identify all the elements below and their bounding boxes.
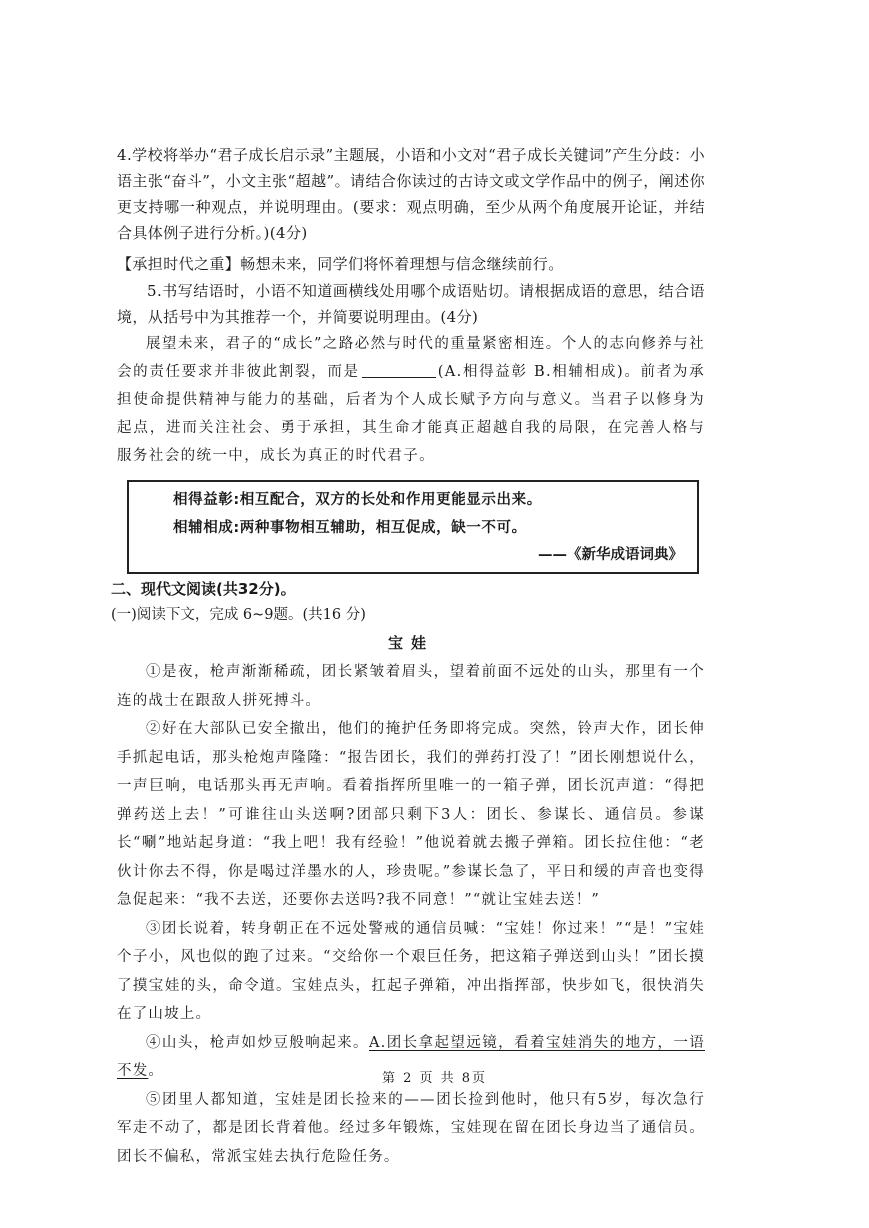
definition-line-2: 相辅相成:两种事物相互辅助，相互促成，缺一不可。 <box>173 520 527 536</box>
section-2-title: 二、现代文阅读(共32分)。 <box>111 580 296 598</box>
q5-passage-after: (A.相得益彰 B.相辅相成)。前者为承担使命提供精神与能力的基础，后者为个人成长赋予方向与意义。当君子以修身为起点，进而关注社会、勇于承担，其生命才能真正超越自我的局限，在完善人格与服务社会的统一中，成长为真正的时代君子。 <box>117 364 705 464</box>
story-paragraph-2: ②好在大部队已安全撤出，他们的掩护任务即将完成。突然，铃声大作，团长伸手抓起电话，那头枪炮声隆隆：“报告团长，我们的弹药打没了！”团长刚想说什么，一声巨响，电话那头再无声响。看着指挥所里唯一的一箱子弹，团长沉声道：“得把弹药送上去！”可谁往山头送啊?团部只剩下3人：团长、参谋长、通信员。参谋长“唰”地站起身道：“我上吧！我有经验！”他说着就去搬子弹箱。团长拉住他：“老伙计你去不得，你是喝过洋墨水的人，珍贵呢。”参谋长急了，平日和缓的声音也变得急促起来：“我不去送，还要你去送吗?我不同意！”“就让宝娃去送！” <box>117 721 705 908</box>
question-4: 4.学校将举办“君子成长启示录”主题展，小语和小文对“君子成长关键词”产生分歧：小语主张“奋斗”，小文主张“超越”。请结合你读过的古诗文或文学作品中的例子，阐述你更支持哪一种观点，并说明理由。(要求：观点明确，至少从两个角度展开论证，并结合具体例子进行分析。)(4分) <box>117 146 705 242</box>
definition-line-1: 相得益彰:相互配合，双方的长处和作用更能显示出来。 <box>173 492 542 508</box>
q5-passage-before: 展望未来，君子的“成长”之路必然与时代的重量紧密相连。个人的志向修养与社会的责任要求并非彼此割裂，而是 <box>117 336 705 380</box>
fill-in-blank <box>362 361 436 378</box>
story-paragraph-5: ⑤团里人都知道，宝娃是团长捡来的——团长捡到他时，他只有5岁，每次急行军走不动了，都是团长背着他。经过多年锻炼，宝娃现在留在团长身边当了通信员。团长不偏私，常派宝娃去执行危险任务。 <box>117 1091 705 1165</box>
story-title: 宝娃 <box>387 634 434 652</box>
definition-source: ——《新华成语词典》 <box>538 547 683 563</box>
exam-page <box>111 142 705 1171</box>
story-paragraph-3: ③团长说着，转身朝正在不远处警戒的通信员喊：“宝娃！你过来！”“是！”宝娃个子小，风也似的跑了过来。“交给你一个艰巨任务，把这箱子弹送到山头！”团长摸了摸宝娃的头，命令道。宝娃点头，扛起子弹箱，冲出指挥部，快步如飞，很快消失在了山坡上。 <box>117 920 705 1022</box>
q5-passage <box>117 330 705 470</box>
page-footer: 第 2 页 共 8页 <box>381 1071 488 1086</box>
theme-heading: 【承担时代之重】畅想未来，同学们将怀着理想与信念继续前行。 <box>117 255 564 273</box>
p4-start: ④山头，枪声如炒豆般响起来。 <box>146 1034 369 1051</box>
question-5: 5.书写结语时，小语不知道画横线处用哪个成语贴切。请根据成语的意思，结合语境，从括号中为其推荐一个，并简要说明理由。(4分) <box>117 282 705 326</box>
p4-end: 。 <box>148 1063 165 1079</box>
section-2-subtitle: (一)阅读下文，完成 6~9题。(共16 分) <box>111 607 366 623</box>
story-paragraph-1: ①是夜，枪声渐渐稀疏，团长紧皱着眉头，望着前面不远处的山头，那里有一个连的战士在跟敌人拼死搏斗。 <box>117 664 705 709</box>
idiom-definition-box <box>127 480 699 574</box>
underlined-sentence-a: A.团长拿起望远镜，看着宝娃消失的地方，一语不发 <box>117 1034 705 1079</box>
